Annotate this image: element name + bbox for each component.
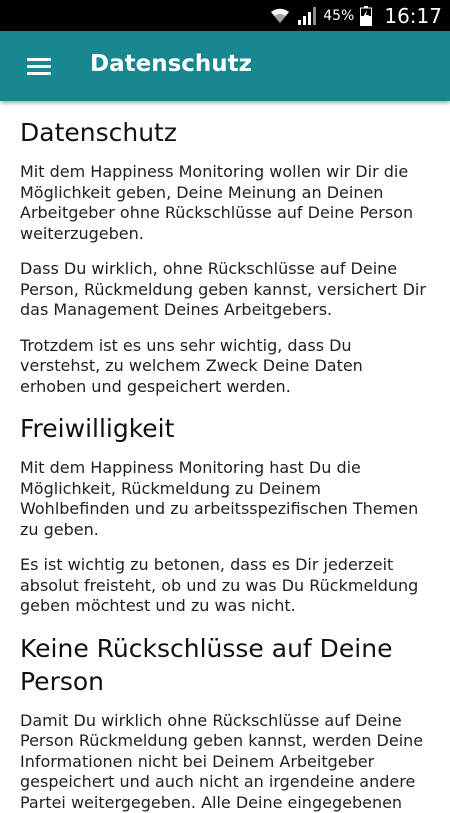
section-freiwilligkeit — [20, 412, 430, 617]
section-heading: Keine Rückschlüsse auf Deine Person — [20, 632, 430, 698]
menu-icon[interactable] — [27, 58, 51, 76]
battery-percentage: 45% — [323, 8, 354, 24]
page-title: Datenschutz — [90, 51, 252, 77]
status-icons — [269, 0, 442, 31]
section-paragraph: Es ist wichtig zu betonen, dass es Dir jederzeit absolut freisteht, ob und zu was Du Rückmeldung geben möchtest und zu was nicht. — [20, 555, 430, 617]
section-keine-rueckschluesse — [20, 632, 430, 813]
section-paragraph: Mit dem Happiness Monitoring wollen wir Dir die Möglichkeit geben, Deine Meinung an Deinen Arbeitgeber ohne Rückschlüsse auf Deine Person weiterzugeben. — [20, 162, 430, 244]
section-paragraph: Dass Du wirklich, ohne Rückschlüsse auf Deine Person, Rückmeldung geben kannst, versichert Dir das Management Deines Arbeitgebers. — [20, 259, 430, 321]
status-bar — [0, 0, 450, 31]
section-paragraph: Mit dem Happiness Monitoring hast Du die Möglichkeit, Rückmeldung zu Deinem Wohlbefinden und zu arbeitsspezifischen Themen zu geben. — [20, 458, 430, 540]
signal-strength-icon — [297, 6, 317, 26]
section-heading: Freiwilligkeit — [20, 412, 430, 445]
privacy-content[interactable] — [20, 101, 430, 800]
section-datenschutz — [20, 116, 430, 397]
section-paragraph: Damit Du wirklich ohne Rückschlüsse auf Deine Person Rückmeldung geben kannst, werden Deine Informationen nicht bei Deinem Arbeitgeber gespeichert und auch nicht an irgendeine andere Partei weitergegeben. Alle Deine eingegebenen — [20, 711, 430, 813]
battery-charging-icon — [360, 6, 372, 26]
section-heading: Datenschutz — [20, 116, 430, 149]
status-clock: 16:17 — [384, 4, 442, 28]
app-bar — [0, 31, 450, 101]
wifi-icon — [269, 6, 291, 26]
section-paragraph: Trotzdem ist es uns sehr wichtig, dass Du verstehst, zu welchem Zweck Deine Daten erhoben und gespeichert werden. — [20, 336, 430, 398]
